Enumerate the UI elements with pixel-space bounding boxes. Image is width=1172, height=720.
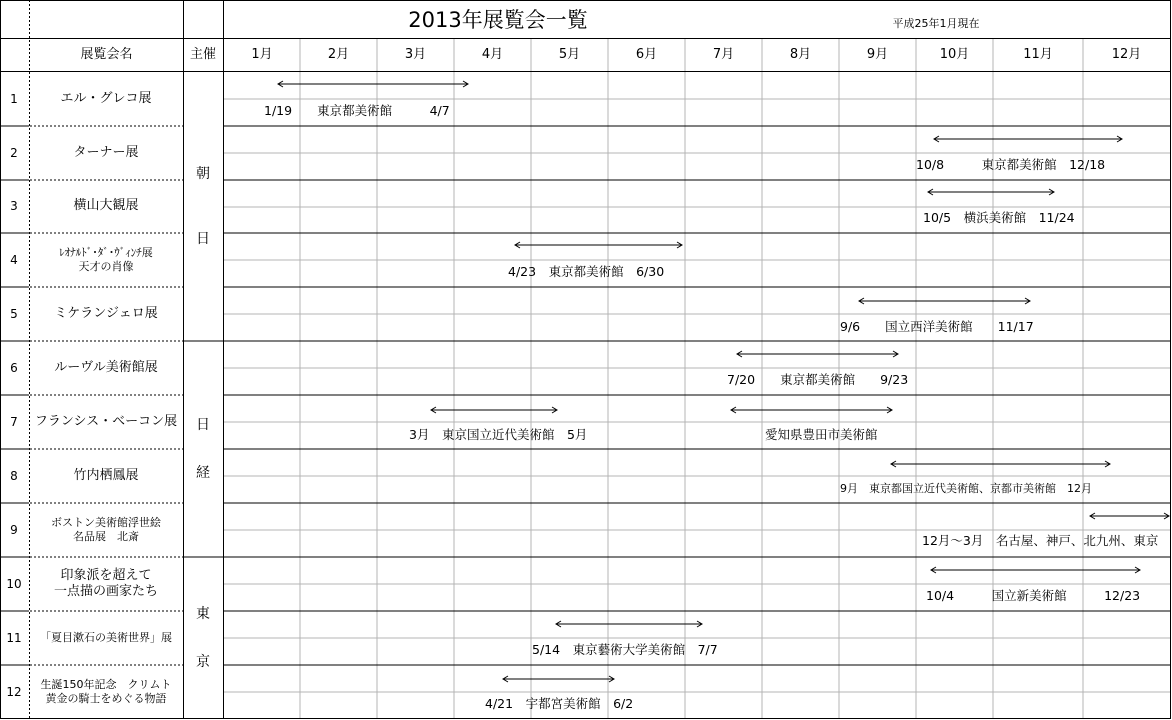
row-number: 12 <box>6 684 22 699</box>
row-number: 10 <box>6 576 22 591</box>
month-header: 3月 <box>404 47 427 63</box>
period-venue-note: 12月～3月 名古屋、神戸、北九州、東京 <box>922 533 1159 548</box>
exhibition-name: 「夏目漱石の美術世界」展 <box>40 631 172 645</box>
row-number: 2 <box>10 145 18 160</box>
month-header: 5月 <box>558 47 581 63</box>
organizer-label: 日 経 <box>196 416 210 482</box>
row-number: 5 <box>10 306 18 321</box>
period-venue-note: 愛知県豊田市美術館 <box>765 427 878 442</box>
exhibition-name: 横山大観展 <box>73 198 139 214</box>
exhibition-name: ターナー展 <box>73 144 139 160</box>
period-venue-note: 10/4 国立新美術館 12/23 <box>926 588 1141 603</box>
period-venue-note: 10/5 横浜美術館 11/24 <box>923 210 1075 225</box>
period-venue-note: 9月 東京都国立近代美術館、京都市美術館 12月 <box>840 482 1092 495</box>
month-header: 8月 <box>789 47 812 63</box>
month-header: 11月 <box>1023 47 1053 63</box>
month-header: 10月 <box>939 47 970 63</box>
header-name: 展覧会名 <box>80 47 133 63</box>
page-title: 2013年展覧会一覧 <box>408 7 588 32</box>
as-of-date: 平成25年1月現在 <box>892 17 980 31</box>
month-header: 6月 <box>635 47 658 63</box>
row-number: 3 <box>10 199 18 213</box>
row-number: 7 <box>10 414 18 429</box>
month-header: 1月 <box>251 47 273 63</box>
exhibition-name: ﾚｵﾅﾙﾄﾞ･ﾀﾞ･ｳﾞｨﾝﾁ展 天才の肖像 <box>59 246 153 273</box>
period-venue-note: 3月 東京国立近代美術館 5月 <box>409 427 588 442</box>
exhibition-name: 竹内栖鳳展 <box>73 467 139 483</box>
exhibition-name: 印象派を超えて 一点描の画家たち <box>53 567 158 599</box>
month-header: 7月 <box>712 47 735 63</box>
exhibition-name: ルーヴル美術館展 <box>54 359 158 375</box>
organizer-label: 朝 日 <box>196 166 210 247</box>
month-header: 9月 <box>866 47 889 63</box>
row-number: 1 <box>10 91 18 106</box>
row-number: 11 <box>6 630 22 645</box>
period-venue-note: 4/21 宇都宮美術館 6/2 <box>485 696 634 711</box>
period-venue-note: 9/6 国立西洋美術館 11/17 <box>840 319 1034 334</box>
exhibition-name: エル・グレコ展 <box>60 90 152 106</box>
row-number: 6 <box>10 360 18 375</box>
exhibition-name: 生誕150年記念 クリムト 黄金の騎士をめぐる物語 <box>40 678 172 705</box>
period-venue-note: 1/19 東京都美術館 4/7 <box>264 103 450 118</box>
month-header: 2月 <box>327 47 350 63</box>
exhibition-name: ミケランジェロ展 <box>54 305 158 321</box>
row-number: 9 <box>10 522 18 537</box>
period-venue-note: 7/20 東京都美術館 9/23 <box>727 372 909 387</box>
month-header: 4月 <box>481 47 504 63</box>
row-number: 4 <box>10 252 18 267</box>
period-venue-note: 5/14 東京藝術大学美術館 7/7 <box>532 642 718 657</box>
exhibition-name: ボストン美術館浮世絵 名品展 北斎 <box>51 516 161 543</box>
exhibition-name: フランシス・ベーコン展 <box>34 413 178 429</box>
period-venue-note: 4/23 東京都美術館 6/30 <box>508 264 665 279</box>
organizer-label: 東 京 <box>196 605 210 671</box>
period-venue-note: 10/8 東京都美術館 12/18 <box>916 157 1106 172</box>
month-header: 12月 <box>1111 47 1142 63</box>
header-organizer: 主催 <box>189 47 216 63</box>
row-number: 8 <box>10 468 18 483</box>
